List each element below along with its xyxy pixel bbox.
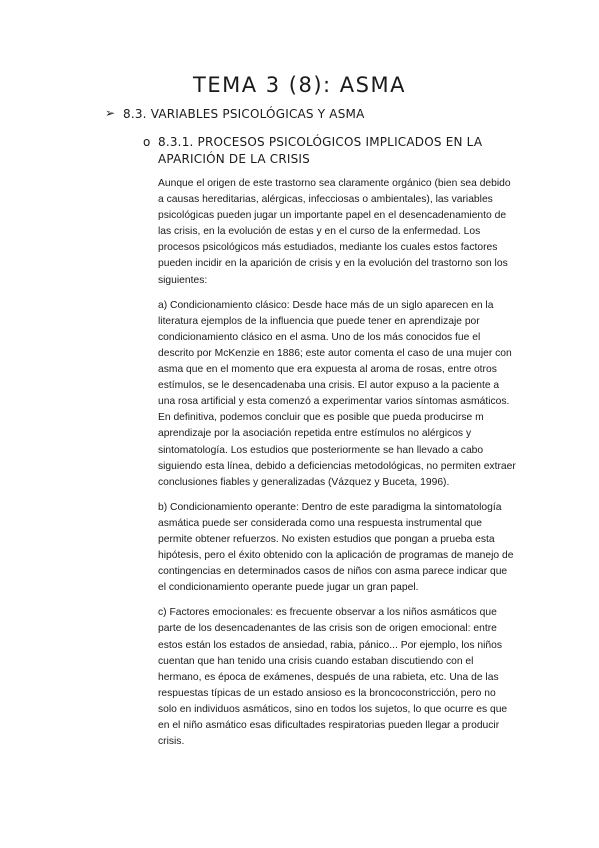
body-text bbox=[158, 176, 516, 759]
intro-paragraph: Aunque el origen de este trastorno sea claramente orgánico (bien sea debido a causas hereditarias, alérgicas, infecciosas o ambientales), las variables psicológicas pueden jugar un importante papel en el desencadenamiento de las crisis, en la evolución de estas y en el curso de la enfermedad. Los procesos psicológicos más estudiados, mediante los cuales estos factores pueden incidir en la aparición de crisis y en la evolución del trastorno son los siguientes: bbox=[158, 178, 511, 286]
circle-bullet-icon: o bbox=[143, 135, 151, 149]
paragraph-classical-conditioning: a) Condicionamiento clásico: Desde hace más de un siglo aparecen en la literatura ejemplos de la influencia que puede tener en aprendizaje por condicionamiento clásico en el asma. Uno de los más conocidos fue el descrito por McKenzie en 1886; este autor comenta el caso de una mujer con asma que en el momento que era expuesta al aroma de rosas, entre otros estímulos, se le desencadenaba una crisis. El autor expuso a la paciente a una rosa artificial y esta comenzó a experimentar varios síntomas asmáticos. En definitiva, podemos concluir que es posible que pueda producirse m aprendizaje por la asociación repetida entre estímulos no alérgicos y sintomatología. Los estudios que posteriormente se han llevado a cabo siguiendo esta línea, debido a deficiencias metodológicas, no permiten extraer conclusiones fiables y generalizadas (Vázquez y Buceta, 1996). bbox=[158, 299, 516, 488]
section-heading bbox=[105, 107, 365, 121]
paragraph-emotional-factors: c) Factores emocionales: es frecuente observar a los niños asmáticos que parte de los desencadenantes de las crisis son de origen emocional: entre estos están los estados de ansiedad, rabia, pánico... Por ejemplo, los niños cuentan que han tenido una crisis cuando estaban discutiendo con el hermano, es época de exámenes, después de una rabieta, etc. Una de las respuestas típicas de un estado ansioso es la broncoconstricción, pero no solo en individuos asmáticos, sino en todos los sujetos, lo que ocurre es que en el niño asmático esas dificultades respiratorias pueden llegar a producir crisis. bbox=[158, 607, 508, 748]
arrow-bullet-icon: ➢ bbox=[105, 106, 116, 120]
subsection-heading bbox=[143, 134, 503, 168]
page-title: TEMA 3 (8): ASMA bbox=[193, 73, 406, 97]
subsection-heading-text: 8.3.1. PROCESOS PSICOLÓGICOS IMPLICADOS EN LA APARICIÓN DE LA CRISIS bbox=[158, 135, 483, 166]
section-heading-text: 8.3. VARIABLES PSICOLÓGICAS Y ASMA bbox=[123, 107, 365, 121]
paragraph-operant-conditioning: b) Condicionamiento operante: Dentro de este paradigma la sintomatología asmática puede ser considerada como una respuesta instrumental que permite obtener refuerzos. No existen estudios que pongan a prueba esta hipótesis, pero el éxito obtenido con la aplicación de programas de manejo de contingencias en determinados casos de niños con asma parece indicar que el condicionamiento operante puede jugar un gran papel. bbox=[158, 501, 514, 594]
